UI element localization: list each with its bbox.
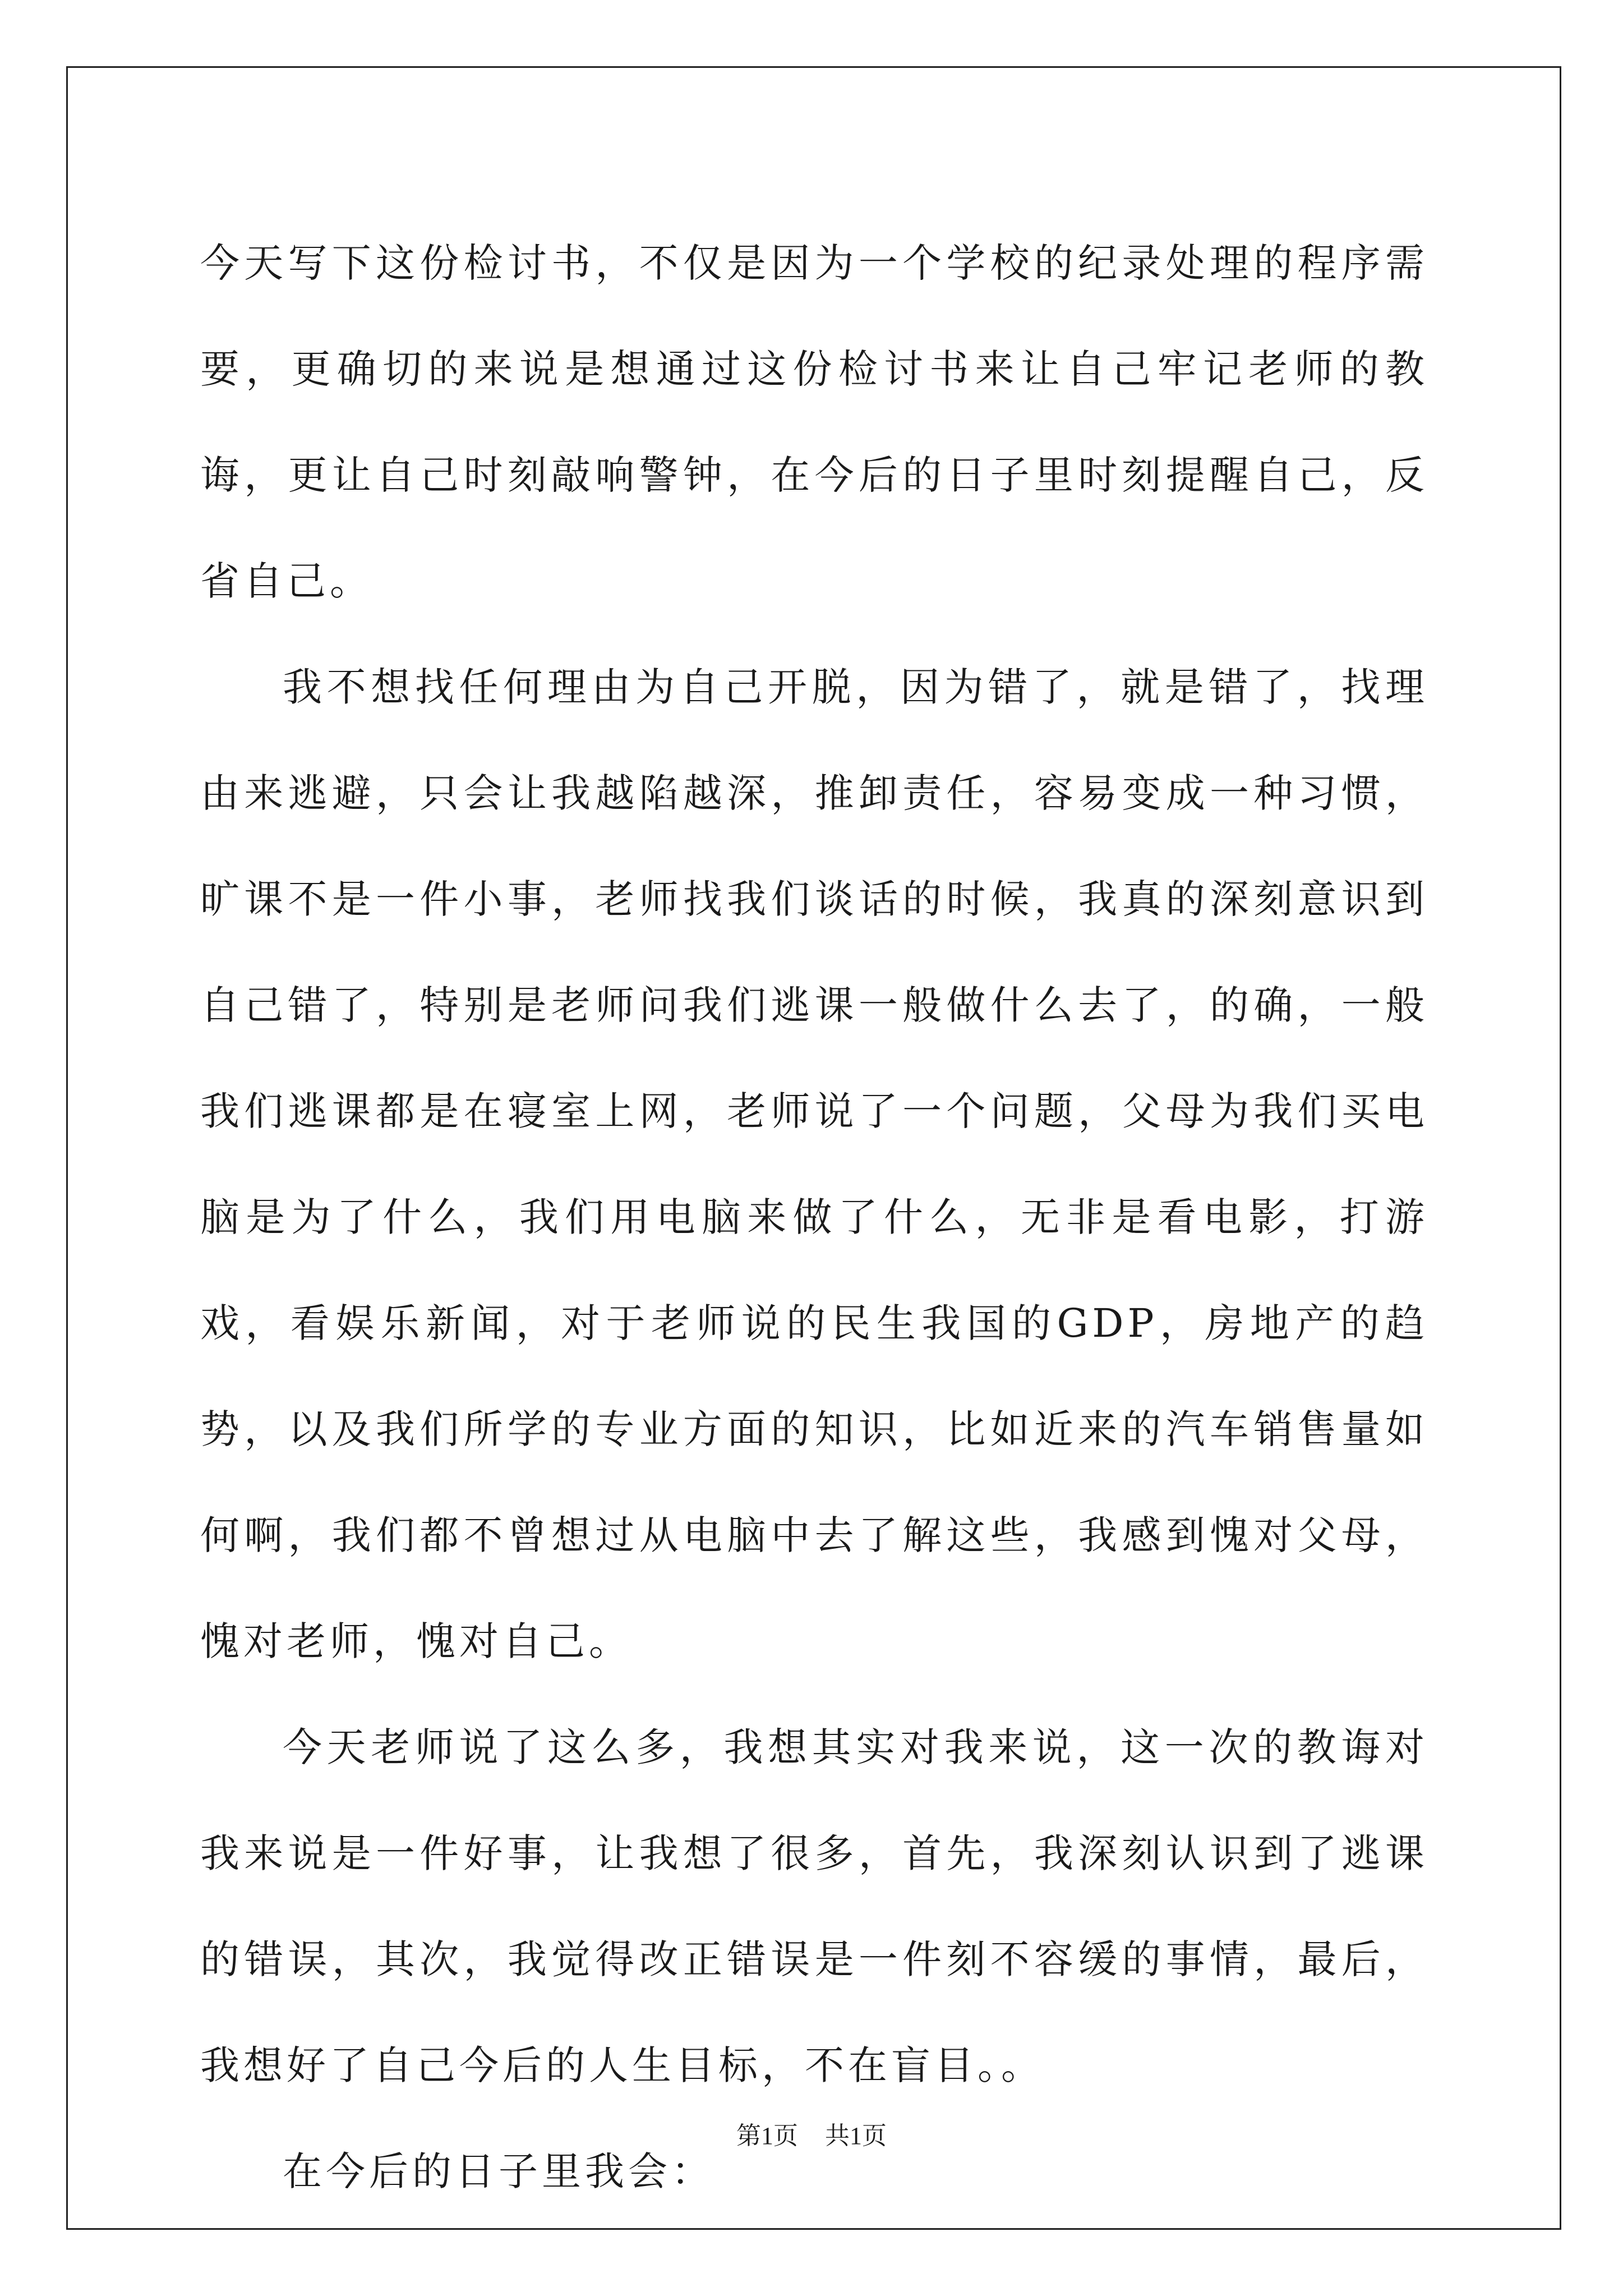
document-body [200, 210, 1428, 2225]
paragraph-reflection: 今天老师说了这么多，我想其实对我来说，这一次的教诲对我来说是一件好事，让我想了很多，首先，我深刻认识到了逃课的错误，其次，我觉得改正错误是一件刻不容缓的事情，最后，我想好了自己今后的人生目标，不在盲目。。 [200, 1724, 1428, 2088]
page-footer [0, 2119, 1623, 2153]
paragraph-intro: 今天写下这份检讨书，不仅是因为一个学校的纪录处理的程序需要，更确切的来说是想通过这份检讨书来让自己牢记老师的教诲，更让自己时刻敲响警钟，在今后的日子里时刻提醒自己，反省自己。 [200, 240, 1428, 604]
page-total: 共1页 [825, 2122, 887, 2150]
paragraph-no-excuses: 我不想找任何理由为自己开脱，因为错了，就是错了，找理由来逃避，只会让我越陷越深，推卸责任，容易变成一种习惯，旷课不是一件小事，老师找我们谈话的时候，我真的深刻意识到自己错了，特别是老师问我们逃课一般做什么去了，的确，一般我们逃课都是在寝室上网，老师说了一个问题，父母为我们买电脑是为了什么，我们用电脑来做了什么，无非是看电影，打游戏，看娱乐新闻，对于老师说的民生我国的GDP，房地产的趋势，以及我们所学的专业方面的知识，比如近来的汽车销售量如何啊，我们都不曾想过从电脑中去了解这些，我感到愧对父母，愧对老师，愧对自己。 [200, 664, 1428, 1664]
page-number: 第1页 [736, 2122, 798, 2150]
paragraph-future-intro: 在今后的日子里我会： [283, 2148, 714, 2194]
